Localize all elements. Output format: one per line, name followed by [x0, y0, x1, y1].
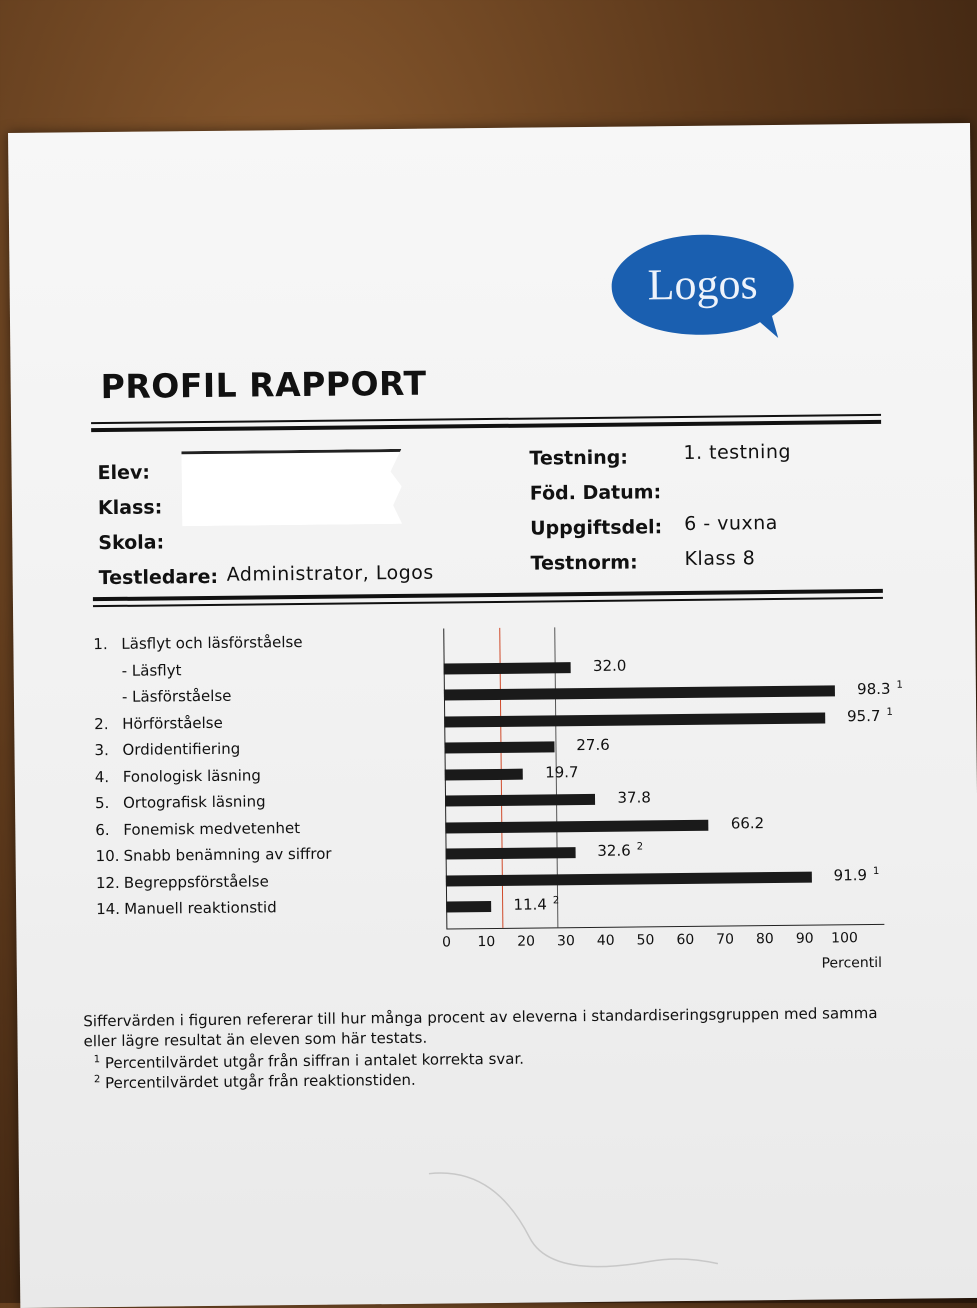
testledare-value: Administrator, Logos [226, 561, 434, 586]
footnote-2-text: Percentilvärdet utgår från reaktionstiden. [100, 1070, 416, 1093]
row-number: 5. [94, 794, 110, 813]
row-label-text: - Läsflyt [121, 660, 182, 680]
redacted-name-block [181, 449, 402, 526]
row-number: 1. [93, 635, 108, 654]
bar [445, 819, 709, 833]
bar-value-label: 95.7 $^1$ [846, 706, 893, 725]
fod-datum-label: Föd. Datum: [529, 481, 662, 505]
row-label [95, 819, 300, 839]
row-label [94, 740, 240, 760]
skola-label: Skola: [98, 531, 165, 555]
row-label-text: Fonologisk läsning [122, 765, 261, 786]
bar [445, 768, 524, 780]
row-label-text: Läsflyt och läsförståelse [121, 632, 303, 653]
bar-value-label: 32.6 $^2$ [597, 841, 644, 860]
bar [446, 901, 491, 912]
bar-note-mark: 2 [552, 895, 560, 907]
row-label-text: - Läsförståelse [121, 686, 232, 706]
pen-scribble [419, 1166, 720, 1279]
row-label-text: Begreppsförståelse [123, 871, 269, 892]
row-number: 3. [94, 741, 109, 760]
footnote-line-2: eller lägre resultat än eleven som här testats. [83, 1028, 428, 1051]
bar-note-mark: 1 [886, 706, 893, 718]
row-number: 2. [94, 714, 109, 733]
row-label-text: Snabb benämning av siffror [123, 844, 332, 865]
testning-value: 1. testning [683, 440, 792, 464]
row-label [95, 766, 261, 786]
x-tick-label: 90 [795, 930, 814, 947]
x-tick-label: 30 [556, 933, 575, 950]
row-label-text: Manuell reaktionstid [124, 898, 277, 918]
row-number: 14. [96, 899, 121, 919]
bar-value-label: 11.4 $^2$ [513, 895, 560, 914]
testning-label: Testning: [529, 446, 629, 470]
row-label-text: Ordidentifiering [122, 739, 241, 759]
bar-value-label: 91.9 $^1$ [833, 865, 880, 884]
x-tick-label: 0 [441, 934, 452, 951]
uppgiftsdel-label: Uppgiftsdel: [530, 516, 663, 540]
x-tick-label: 70 [716, 931, 735, 948]
row-label [94, 713, 223, 732]
row-number: 4. [94, 767, 110, 786]
uppgiftsdel-value: 6 - vuxna [684, 511, 779, 535]
row-label [93, 633, 302, 653]
x-tick-label: 60 [676, 931, 695, 949]
row-label-text: Hörförståelse [122, 713, 223, 733]
row-number: 12. [95, 873, 120, 892]
x-axis-title: Percentil [821, 954, 883, 972]
bar-value-label: 19.7 [545, 762, 579, 781]
bar-note-mark: 2 [636, 841, 644, 853]
row-label [95, 792, 266, 812]
klass-label: Klass: [97, 496, 163, 520]
bar [445, 794, 596, 807]
row-number: 10. [95, 846, 120, 866]
bar-value-label: 66.2 [730, 813, 765, 833]
x-tick-label: 50 [636, 932, 655, 949]
bar-value-label: 37.8 [617, 788, 651, 807]
footnote-2-mark: 2 [93, 1074, 101, 1086]
report-paper [8, 123, 977, 1308]
bar-value-label: 32.0 [592, 656, 627, 675]
row-label [96, 872, 269, 892]
footnote-2 [94, 1071, 416, 1092]
bar-value-label: 27.6 [576, 735, 610, 755]
elev-label: Elev: [97, 461, 151, 485]
bar [444, 685, 835, 700]
testledare-label: Testledare: [98, 565, 219, 590]
row-label [96, 898, 277, 918]
bar [444, 662, 571, 674]
testnorm-value: Klass 8 [684, 547, 756, 570]
row-label [122, 687, 232, 706]
bar-value-label: 98.3 $^1$ [857, 679, 903, 699]
bar [444, 712, 825, 727]
bar [444, 741, 554, 753]
testnorm-label: Testnorm: [530, 551, 638, 575]
x-tick-label: 40 [596, 932, 615, 949]
footnote-1-mark: 1 [93, 1054, 101, 1066]
x-tick-label: 10 [477, 933, 496, 951]
footnote-1-text: Percentilvärdet utgår från siffran i antalet korrekta svar. [100, 1049, 525, 1073]
logo-text: Logos [647, 259, 758, 310]
bar-note-mark: 1 [896, 679, 903, 691]
x-tick-label: 20 [517, 933, 536, 950]
footnote-1 [94, 1050, 524, 1073]
row-label [96, 845, 332, 865]
page-title: PROFIL RAPPORT [100, 363, 427, 407]
row-number: 6. [95, 820, 110, 839]
row-label-text: Fonemisk medvetenhet [123, 818, 301, 839]
x-tick-label: 80 [755, 931, 774, 948]
row-label-text: Ortografisk läsning [122, 792, 266, 812]
bar [446, 847, 576, 859]
footnote-line-1: Siffervärden i figuren refererar till hur många procent av eleverna i standardiseringsgruppen med samma [83, 1003, 878, 1031]
x-tick-label: 100 [831, 930, 858, 947]
row-label [122, 661, 182, 680]
logos-logo [609, 230, 796, 342]
bar-note-mark: 1 [872, 865, 880, 877]
chart-x-axis [446, 924, 884, 930]
